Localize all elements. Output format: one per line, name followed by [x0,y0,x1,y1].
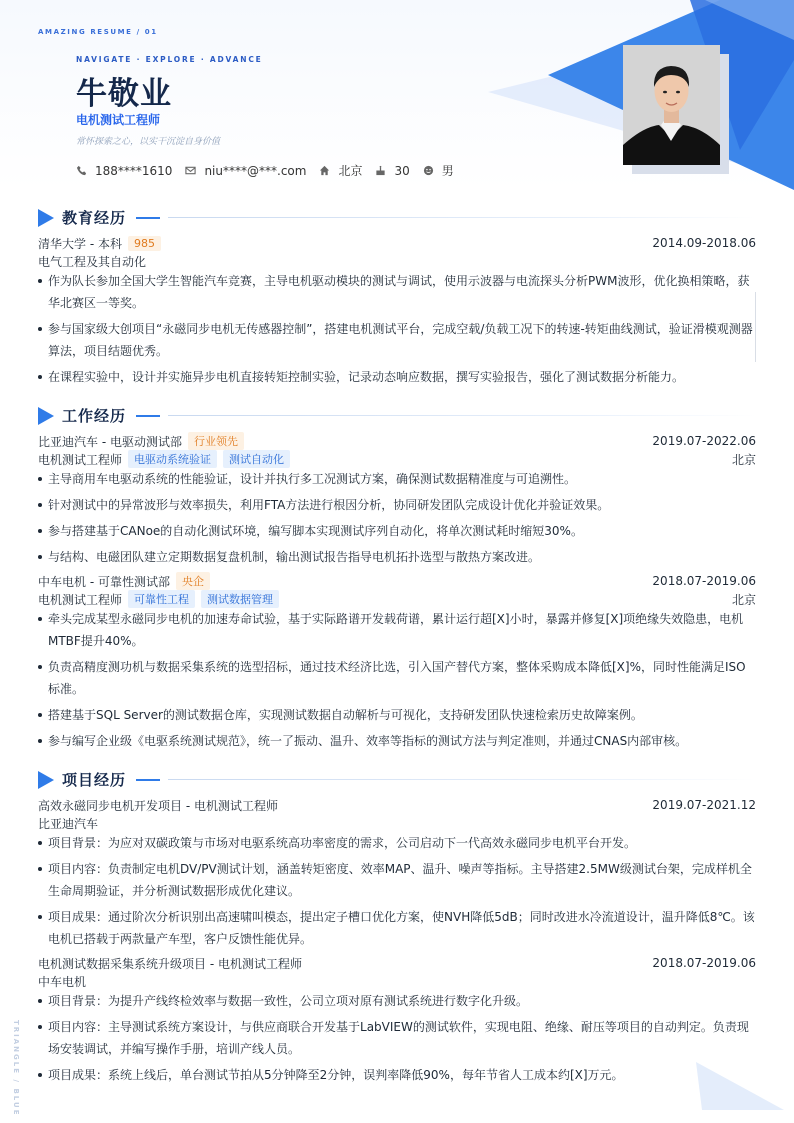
contact-bar [76,162,467,179]
job-header-row [38,433,756,449]
project-bullet: 项目内容：主导测试系统方案设计，与供应商联合开发基于LabVIEW的测试软件，实现电阻、绝缘、耐压等项目的自动判定。负责现场安装调试，并编写操作手册，培训产线人员。 [38,1016,756,1060]
project-name: 电机测试数据采集系统升级项目 - 电机测试工程师 [38,956,302,971]
section-triangle-icon [38,407,54,425]
job-tag: 可靠性工程 [128,590,195,608]
right-edge-bar [755,292,756,362]
job-bullet: 参与搭建基于CANoe的自动化测试环境，编写脚本实现测试序列自动化，将单次测试耗时缩短30%。 [38,520,756,542]
mail-icon [185,165,196,176]
project-date: 2018.07-2019.06 [652,956,756,970]
job-bullet: 负责高精度测功机与数据采集系统的选型招标，通过技术经济比选，引入国产替代方案，整体采购成本降低[X]%，同时性能满足ISO标准。 [38,656,756,700]
resume-header [0,0,794,190]
job-tag: 测试自动化 [223,450,290,468]
section-triangle-icon [38,771,54,789]
contact-email-text: niu****@***.com [204,163,307,178]
project-bullet: 项目成果：系统上线后，单台测试节拍从5分钟降至2分钟，误判率降低90%，每年节省人工成本约[X]万元。 [38,1064,756,1086]
phone-icon [76,165,87,176]
contact-location-text: 北京 [338,164,363,178]
home-icon [319,165,330,176]
section-triangle-icon [38,209,54,227]
education-bullet: 作为队长参加全国大学生智能汽车竞赛，主导电机驱动模块的测试与调试，使用示波器与电流探头分析PWM波形，优化换相策略，获华北赛区一等奖。 [38,270,756,314]
job-bullet: 针对测试中的异常波形与效率损失，利用FTA方法进行根因分析，协同研发团队完成设计优化并验证效果。 [38,494,756,516]
profile-photo-illustration [623,45,720,165]
project-name: 高效永磁同步电机开发项目 - 电机测试工程师 [38,798,278,813]
job-city: 北京 [731,592,756,607]
section-divider [168,415,756,416]
project-section-header [38,769,756,790]
contact-age [375,164,409,178]
candidate-title: 电机测试工程师 [76,113,161,127]
header-tag-nav: NAVIGATE · EXPLORE · ADVANCE [76,55,263,64]
project-bullet: 项目背景：为应对双碳政策与市场对电驱系统高功率密度的需求，公司启动下一代高效永磁同步电机平台开发。 [38,832,756,854]
section-accent-line [136,217,160,219]
contact-gender-text: 男 [441,164,454,178]
job-bullet: 参与编写企业级《电驱系统测试规范》，统一了振动、温升、效率等指标的测试方法与判定准则，并通过CNAS内部审核。 [38,730,756,752]
education-section-title: 教育经历 [62,209,127,227]
education-major: 电气工程及其自动化 [38,255,147,269]
contact-phone-text: 188****1610 [95,163,173,178]
project-header-row [38,797,756,813]
job-date: 2018.07-2019.06 [652,574,756,588]
job-bullet: 搭建基于SQL Server的测试数据仓库，实现测试数据自动解析与可视化，支持研发团队快速检索历史故障案例。 [38,704,756,726]
candidate-name: 牛敬业 [76,76,172,112]
section-divider [168,779,756,780]
contact-location [319,162,362,179]
job-city: 北京 [731,452,756,467]
project-bullet: 项目内容：负责制定电机DV/PV测试计划，涵盖转矩密度、效率MAP、温升、噪声等指标。主导搭建2.5MW级测试台架，完成样机全生命周期验证，并分析测试数据形成优化建议。 [38,858,756,902]
job-header-row [38,573,756,589]
contact-gender [423,162,454,179]
job-role: 电机测试工程师 [38,452,123,467]
profile-photo [623,45,720,165]
cake-icon [375,165,386,176]
education-bullet: 参与国家级大创项目“永磁同步电机无传感器控制”，搭建电机测试平台，完成空载/负载工况下的转速-转矩曲线测试，验证滑模观测器算法，项目结题优秀。 [38,318,756,362]
job-role-row [38,591,756,607]
education-badge: 985 [128,236,161,251]
education-section-header [38,207,756,228]
footer-triangle-decoration [694,1060,794,1120]
job-company: 中车电机 - 可靠性测试部 [38,574,170,589]
candidate-motto: 常怀探索之心，以实干沉淀自身价值 [76,137,221,147]
job-role: 电机测试工程师 [38,592,123,607]
section-accent-line [136,415,160,417]
work-section-title: 工作经历 [62,407,127,425]
section-divider [168,217,756,218]
job-bullet: 牵头完成某型永磁同步电机的加速寿命试验，基于实际路谱开发载荷谱，累计运行超[X]小时，暴露并修复[X]项绝缘失效隐患，电机MTBF提升40%。 [38,608,756,652]
contact-phone [76,164,172,178]
work-section-header [38,405,756,426]
project-org: 比亚迪汽车 [38,817,99,831]
header-tag-top: AMAZING RESUME / 01 [38,28,158,36]
project-bullet: 项目背景：为提升产线终检效率与数据一致性，公司立项对原有测试系统进行数字化升级。 [38,990,756,1012]
project-bullet: 项目成果：通过阶次分析识别出高速啸叫模态，提出定子槽口优化方案，使NVH降低5dB；同时改进水冷流道设计，温升降低8℃。该电机已搭载于两款量产车型，客户反馈性能优异。 [38,906,756,950]
project-section-title: 项目经历 [62,771,127,789]
contact-email [185,164,306,178]
job-date: 2019.07-2022.06 [652,434,756,448]
job-role-row [38,451,756,467]
project-header-row [38,955,756,971]
job-tag: 电驱动系统验证 [128,450,217,468]
smile-icon [423,165,434,176]
job-badge: 央企 [176,572,210,590]
job-company: 比亚迪汽车 - 电驱动测试部 [38,434,182,449]
job-bullet: 主导商用车电驱动系统的性能验证，设计并执行多工况测试方案，确保测试数据精准度与可追溯性。 [38,468,756,490]
education-row [38,235,756,251]
education-school: 清华大学 - 本科 [38,236,122,251]
job-bullet: 与结构、电磁团队建立定期数据复盘机制，输出测试报告指导电机拓扑选型与散热方案改进。 [38,546,756,568]
section-accent-line [136,779,160,781]
job-badge: 行业领先 [188,432,244,450]
side-vertical-text: TRIANGLE / BLUE [12,1020,20,1117]
project-date: 2019.07-2021.12 [652,798,756,812]
contact-age-text: 30 [394,163,410,178]
project-org: 中车电机 [38,975,87,989]
education-date: 2014.09-2018.06 [652,236,756,250]
job-tag: 测试数据管理 [201,590,279,608]
education-bullet: 在课程实验中，设计并实施异步电机直接转矩控制实验，记录动态响应数据，撰写实验报告，强化了测试数据分析能力。 [38,366,756,388]
